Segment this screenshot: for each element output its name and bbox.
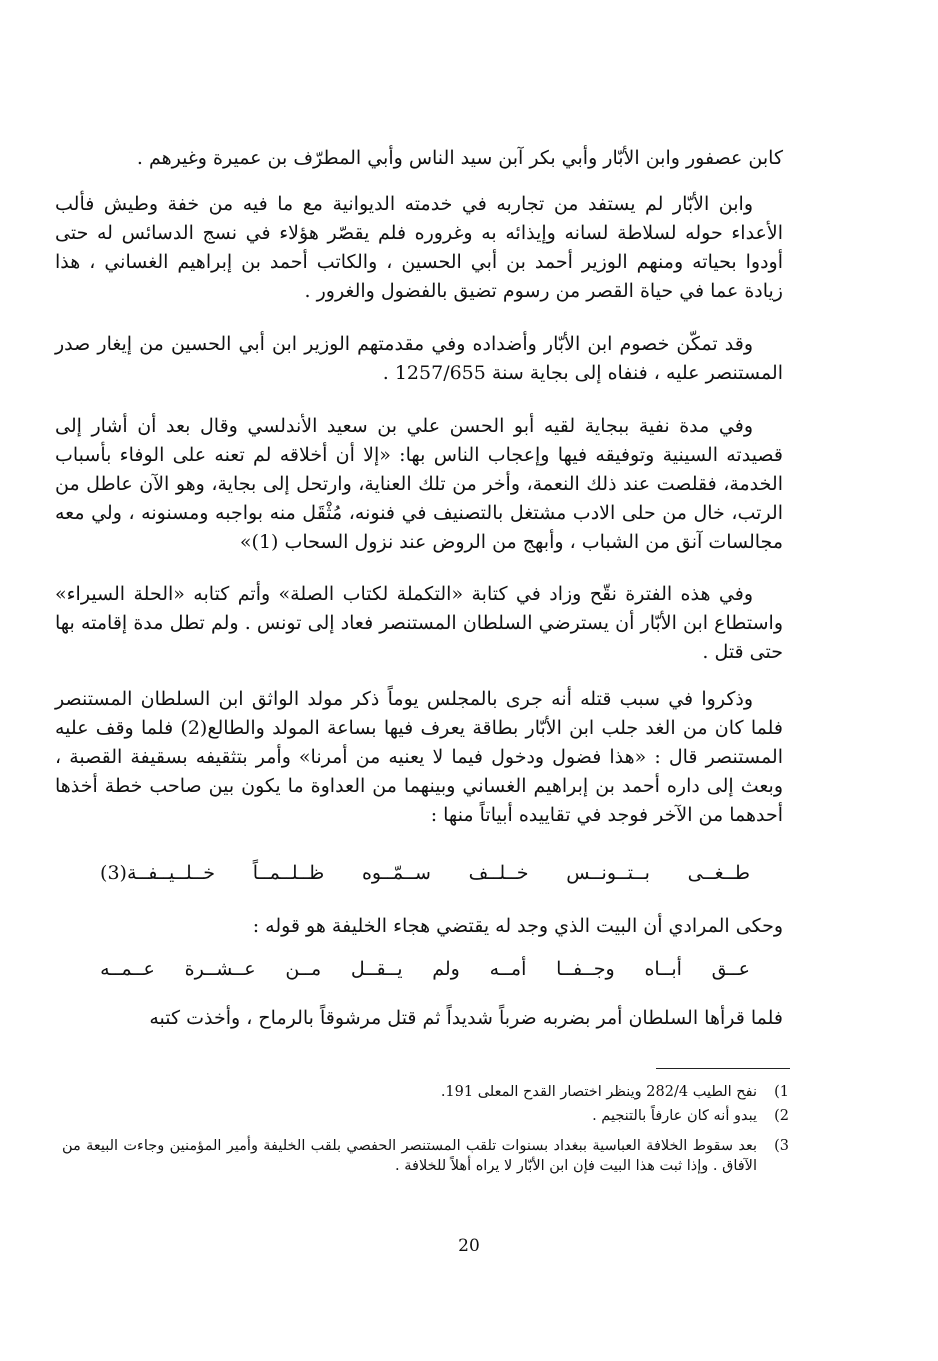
verse-line-1 [100,862,750,884]
footnote-number: 1) [774,1084,789,1100]
closing-line: فلما قرأها السلطان أمر بضربه ضرباً شديداً ثم قتل مرشوقاً بالرماح ، وأخذت كتبه [149,1007,783,1029]
verse-word: ولم [432,958,460,980]
paragraph-1: كابن عصفور وابن الأبّار وأبي بكر آبن سيد الناس وأبي المطرّف بن عميرة وغيرهم . [136,147,783,169]
verse-word: عــشــرة [184,958,256,980]
verse-word: أبــاه [644,958,682,980]
paragraph-2: وابن الأبّار لم يستفد من تجاربه في خدمته الديوانية مع ما فيه من خفة وطيش فألب الأعداء حوله لسلاطة لسانه وإيذائه به وغروره فلم يقصّر هؤلاء في نسج الدسائس له حتى أودوا بحياته ومنهم الوزير أحمد بن أبي الحسين ، والكاتب أحمد بن إبراهيم الغساني ، هذا زيادة عما في حياة القصر من رسوم تضيق بالفضول والغرور . [55,193,783,302]
verse-word: طــغــى [687,862,750,884]
verse-word: أمــه [489,958,527,980]
paragraph-3: وقد تمكّن خصوم ابن الأبّار وأضداده وفي مقدمتهم الوزير ابن أبي الحسين من إيغار صدر المستنصر عليه ، فنفاه إلى بجاية سنة 1257/655 . [55,333,783,384]
verse-word: خــلــيــفــة(3) [100,862,216,884]
paragraph-6: وذكروا في سبب قتله أنه جرى بالمجلس يوماً ذكر مولد الواثق ابن السلطان المستنصر فلما كان من الغد جلب ابن الأبّار بطاقة يعرف فيها بساعة المولد والطالع(2) فلما وقف عليه المستنصر قال : «هذا فضول ودخول فيما لا يعنيه من أمرنا» وأمر بتثقيفه بسقيفة القصبة ، وبعث إلى داره أحمد بن إبراهيم الغساني وبينهما من العداوة ما يكون بين صاحب خطة أخذها أحدهما من الآخر فوجد في تقاييده أبياتاً منها : [55,688,783,826]
page-number: 20 [458,1236,480,1256]
footnote-3 [62,1136,789,1176]
verse-word: ظــلــمــاً [252,862,325,884]
footnote-2 [62,1106,789,1126]
verse-word: عــق [711,958,750,980]
paragraph-4: وفي مدة نفية ببجاية لقيه أبو الحسن علي بن سعيد الأندلسي وقال بعد أن أشار إلى قصيدته السينية وتوفيقه فيها وإعجاب الناس بها: «إلا أن أخلاقه لم تعنه على الوفاء بأسباب الخدمة، فقلصت عند ذلك النعمة، وأخر من تلك العناية، وارتحل إلى بجاية، وهو الآن عاطل من الرتب، خال من حلى الادب مشتغل بالتصنيف في فنونه، مُثْقَل منه بواجبه ومسنونه ، ولي معه مجالسات آنق من الشباب ، وأبهج من الروض عند نزول السحاب (1)» [55,415,783,553]
footnote-separator [656,1068,790,1069]
paragraph-5: وفي هذه الفترة نقّح وزاد في كتابة «التكملة لكتاب الصلة» وأتم كتابه «الحلة السيراء» واستطاع ابن الأبّار أن يسترضي السلطان المستنصر فعاد إلى تونس . ولم تطل مدة إقامته بها حتى قتل . [55,583,783,663]
footnote-1 [62,1082,789,1102]
footnote-number: 3) [774,1138,789,1154]
footnote-text: بعد سقوط الخلافة العباسية ببغداد بسنوات تلقب المستنصر الحفصي بلقب الخليفة وأمير المؤمنين وجاءت البيعة من الآفاق . وإذا ثبت هذا البيت فإن ابن الأبّار لا يراه أهلاً للخلافة . [62,1138,757,1174]
verse-word: بــتــونــس [566,862,650,884]
footnote-text: يبدو أنه كان عارفاً بالتنجيم . [592,1108,757,1124]
verse-word: يــقــل [350,958,403,980]
transition-line: وحكى المرادي أن البيت الذي وجد له يقتضي هجاء الخليفة هو قوله : [252,915,783,937]
verse-word: ســمّــوه [361,862,431,884]
verse-word: عــمــه [100,958,155,980]
verse-line-2 [100,958,750,980]
footnote-text: نفح الطيب 282/4 وينظر اختصار القدح المعلى 191. [440,1084,757,1100]
verse-word: خــلــف [468,862,529,884]
verse-word: وجــفــا [556,958,615,980]
footnote-number: 2) [774,1108,789,1124]
verse-word: مــن [285,958,322,980]
